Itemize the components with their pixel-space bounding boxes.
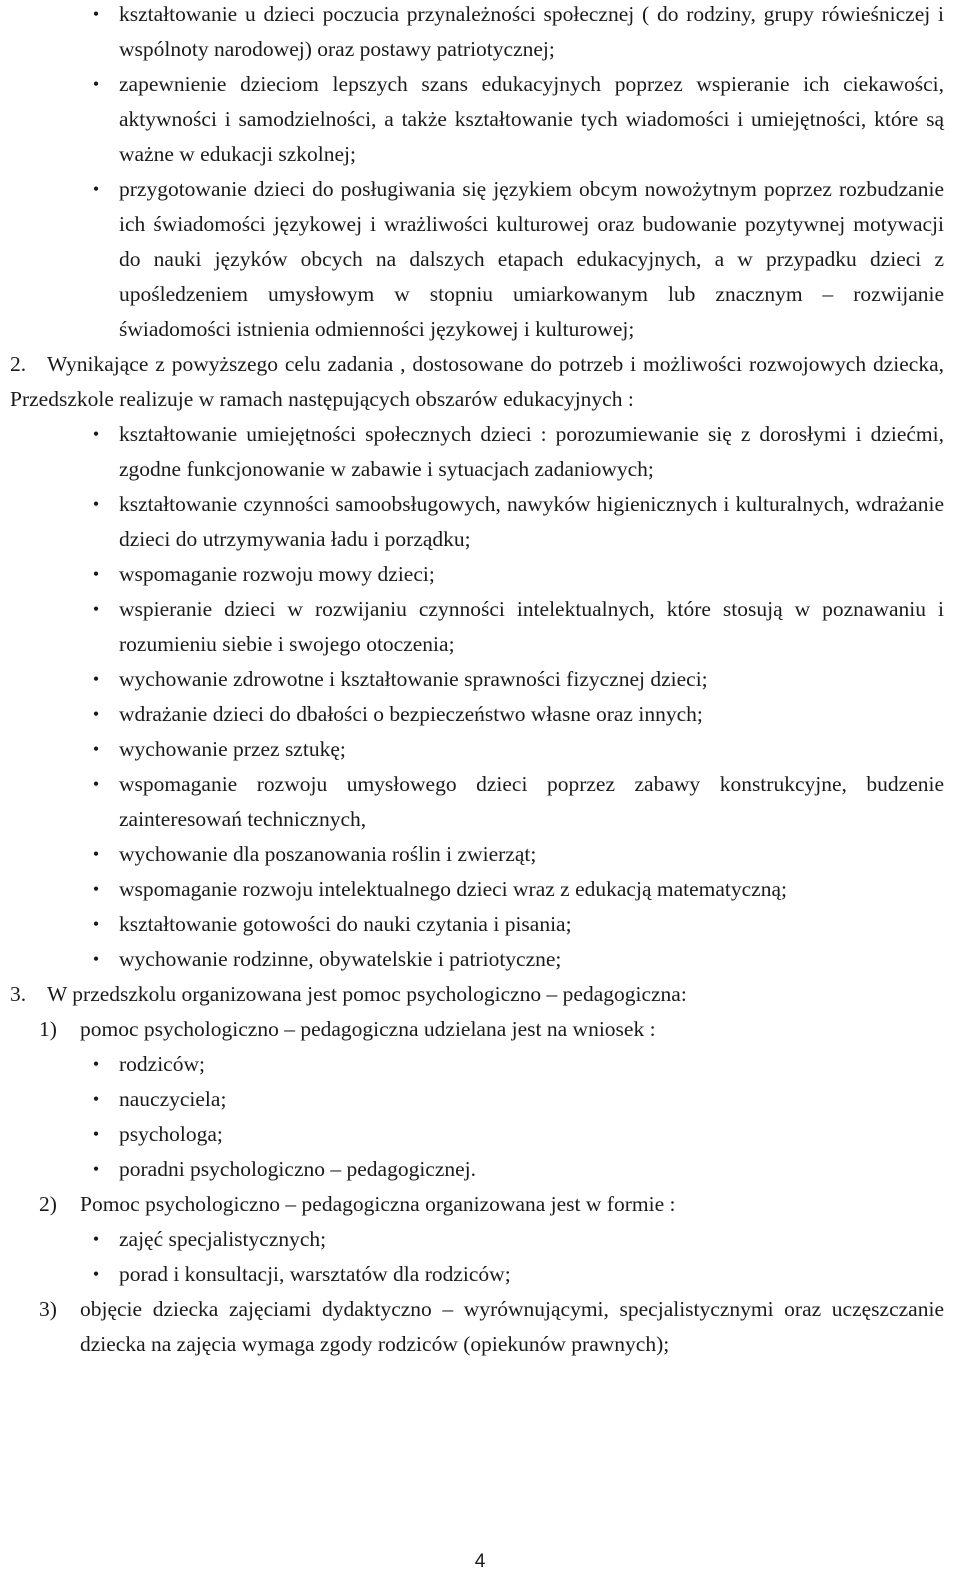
list-item-text: kształtowanie czynności samoobsługowych, nawyków higienicznych i kulturalnych, wdrażanie dzieci do utrzymywania ładu i porządku; [119, 492, 944, 551]
list-item-text: wychowanie dla poszanowania roślin i zwierząt; [119, 842, 537, 866]
paragraph-text: W przedszkolu organizowana jest pomoc psychologiczno – pedagogiczna: [47, 982, 687, 1006]
list-item [10, 592, 944, 662]
list-item [10, 0, 944, 67]
list-item [10, 942, 944, 977]
paragraph-number: 2. [10, 352, 27, 376]
bullet-icon: • [92, 74, 100, 94]
list-item [10, 1257, 944, 1292]
list-item [10, 1152, 944, 1187]
bullet-icon: • [92, 844, 100, 864]
list-item-text: kształtowanie u dzieci poczucia przynależności społecznej ( do rodziny, grupy rówieśniczej i wspólnoty narodowej) oraz postawy patriotycznej; [119, 2, 944, 61]
list-item [10, 837, 944, 872]
sub-item-number: 3) [39, 1297, 57, 1321]
list-item-text: nauczyciela; [119, 1087, 227, 1111]
list-item [10, 172, 944, 347]
bullet-icon: • [92, 1159, 100, 1179]
list-item-text: poradni psychologiczno – pedagogicznej. [119, 1157, 477, 1181]
list-item [10, 907, 944, 942]
bullet-icon: • [92, 4, 100, 24]
list-item [10, 67, 944, 172]
bullet-icon: • [92, 424, 100, 444]
list-item-text: przygotowanie dzieci do posługiwania się językiem obcym nowożytnym poprzez rozbudzanie ich świadomości językowej i wrażliwości kulturowej oraz budowanie pozytywnej motywacji do nauki języków obcych na dalszych etapach edukacyjnych, a w przypadku dzieci z upośledzeniem umysłowym w stopniu umiarkowanym lub znacznym – rozwijanie świadomości istnienia odmienności językowej i kulturowej; [119, 177, 944, 341]
sub-item-text: Pomoc psychologiczno – pedagogiczna organizowana jest w formie : [80, 1192, 676, 1216]
list-item-text: zajęć specjalistycznych; [119, 1227, 327, 1251]
bullet-icon: • [92, 1089, 100, 1109]
list-item [10, 1082, 944, 1117]
bullet-icon: • [92, 774, 100, 794]
list-item [10, 487, 944, 557]
bullet-icon: • [92, 599, 100, 619]
bullet-icon: • [92, 1054, 100, 1074]
list-item-text: rodziców; [119, 1052, 205, 1076]
list-item-text: kształtowanie gotowości do nauki czytania i pisania; [119, 912, 572, 936]
list-item-text: wychowanie zdrowotne i kształtowanie sprawności fizycznej dzieci; [119, 667, 708, 691]
sub-item-2 [10, 1187, 944, 1222]
sub-item-1 [10, 1012, 944, 1047]
bullet-icon: • [92, 564, 100, 584]
list-item-text: porad i konsultacji, warsztatów dla rodziców; [119, 1262, 511, 1286]
sub-item-text: pomoc psychologiczno – pedagogiczna udzielana jest na wniosek : [80, 1017, 656, 1041]
list-item-text: zapewnienie dzieciom lepszych szans edukacyjnych poprzez wspieranie ich ciekawości, aktywności i samodzielności, a także kształtowanie tych wiadomości i umiejętności, które są ważne w edukacji szkolnej; [119, 72, 944, 166]
list-item-text: wychowanie rodzinne, obywatelskie i patriotyczne; [119, 947, 562, 971]
list-item-text: wspomaganie rozwoju intelektualnego dzieci wraz z edukacją matematyczną; [119, 877, 787, 901]
bullet-icon: • [92, 704, 100, 724]
numbered-paragraph-3 [10, 977, 944, 1012]
list-item-text: kształtowanie umiejętności społecznych dzieci : porozumiewanie się z dorosłymi i dziećmi, zgodne funkcjonowanie w zabawie i sytuacjach zadaniowych; [119, 422, 944, 481]
list-item-text: wychowanie przez sztukę; [119, 737, 346, 761]
bullet-icon: • [92, 914, 100, 934]
list-item [10, 417, 944, 487]
page-number: 4 [474, 1551, 486, 1572]
paragraph-number: 3. [10, 982, 27, 1006]
sub-item-number: 1) [39, 1017, 57, 1041]
paragraph-text: Wynikające z powyższego celu zadania , dostosowane do potrzeb i możliwości rozwojowych dziecka, Przedszkole realizuje w ramach następujących obszarów edukacyjnych : [10, 352, 944, 411]
list-item [10, 557, 944, 592]
sub-item-text: objęcie dziecka zajęciami dydaktyczno – wyrównującymi, specjalistycznymi oraz uczęszczanie dziecka na zajęcia wymaga zgody rodziców (opiekunów prawnych); [80, 1297, 944, 1356]
list-item [10, 697, 944, 732]
numbered-paragraph-2 [10, 347, 944, 417]
bullet-icon: • [92, 1229, 100, 1249]
list-item-text: psychologa; [119, 1122, 223, 1146]
list-item [10, 767, 944, 837]
document-body [10, 0, 944, 1362]
list-item-text: wspomaganie rozwoju umysłowego dzieci poprzez zabawy konstrukcyjne, budzenie zainteresowań technicznych, [119, 772, 944, 831]
list-item-text: wspieranie dzieci w rozwijaniu czynności intelektualnych, które stosują w poznawaniu i rozumieniu siebie i swojego otoczenia; [119, 597, 944, 656]
list-item-text: wspomaganie rozwoju mowy dzieci; [119, 562, 435, 586]
list-item [10, 1047, 944, 1082]
list-item [10, 732, 944, 767]
bullet-icon: • [92, 1124, 100, 1144]
bullet-icon: • [92, 669, 100, 689]
bullet-icon: • [92, 494, 100, 514]
sub-item-3 [10, 1292, 944, 1362]
list-item [10, 1222, 944, 1257]
bullet-icon: • [92, 1264, 100, 1284]
list-item [10, 1117, 944, 1152]
list-item-text: wdrażanie dzieci do dbałości o bezpieczeństwo własne oraz innych; [119, 702, 703, 726]
bullet-icon: • [92, 739, 100, 759]
list-item [10, 872, 944, 907]
bullet-icon: • [92, 879, 100, 899]
bullet-icon: • [92, 949, 100, 969]
sub-item-number: 2) [39, 1192, 57, 1216]
bullet-icon: • [92, 179, 100, 199]
list-item [10, 662, 944, 697]
